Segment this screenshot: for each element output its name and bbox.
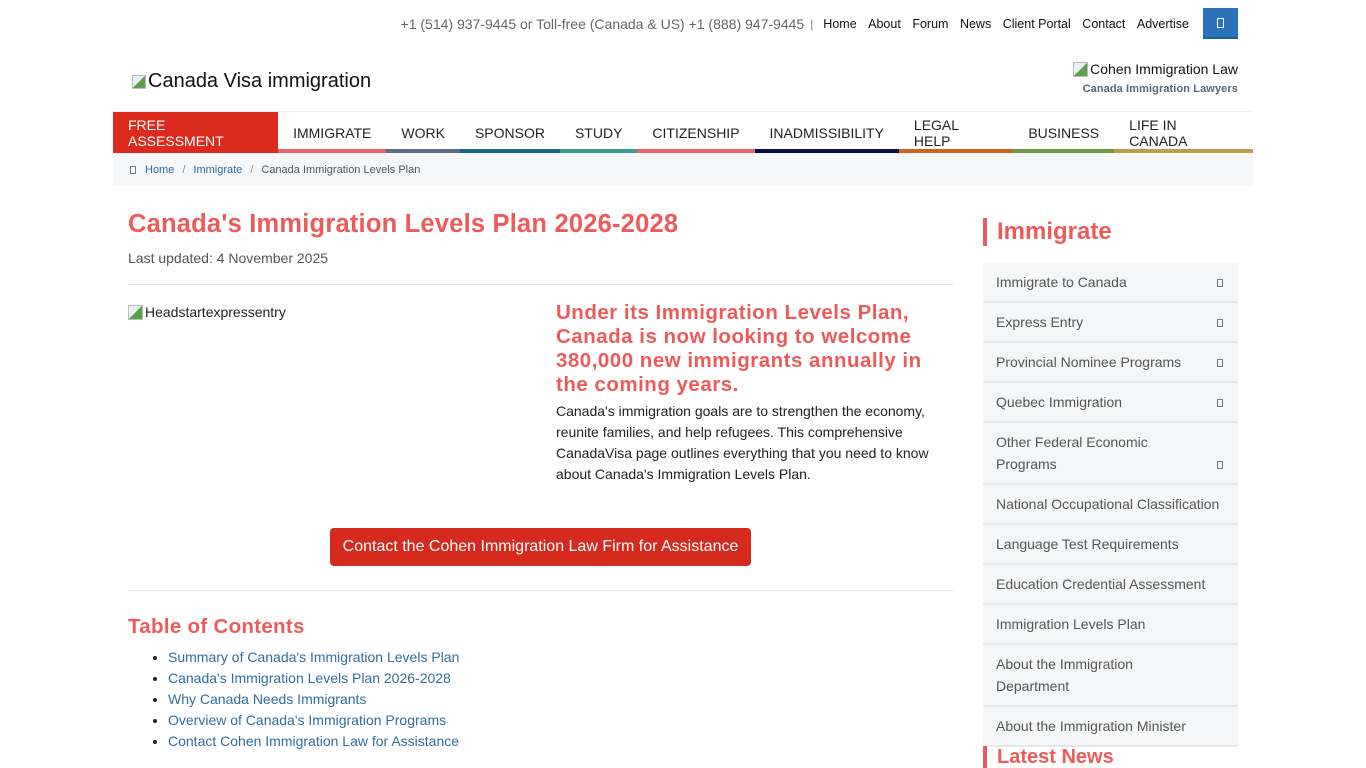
broken-image-icon bbox=[1073, 62, 1088, 77]
toc-item bbox=[168, 689, 459, 710]
broken-image-icon bbox=[128, 305, 143, 320]
top-utility-bar bbox=[113, 8, 1238, 39]
site-logo-alt-text: Canada Visa immigration bbox=[148, 70, 372, 92]
sidebar-menu bbox=[983, 263, 1238, 747]
sidebar-item-label: Other Federal Economic Programs bbox=[996, 434, 1148, 472]
top-links bbox=[823, 17, 1203, 31]
hero-image bbox=[128, 304, 286, 320]
nav-label: SPONSOR bbox=[474, 124, 545, 141]
nav-work[interactable] bbox=[386, 112, 460, 153]
sidebar-item-pnp[interactable] bbox=[983, 343, 1238, 383]
lead-heading: Under its Immigration Levels Plan, Canada is now looking to welcome 380,000 new immigrants annually in the coming years. bbox=[556, 301, 922, 396]
toc-item bbox=[168, 710, 459, 731]
sidebar-item-minister[interactable] bbox=[983, 707, 1238, 747]
nav-label: CITIZENSHIP bbox=[652, 124, 740, 141]
sidebar-item-label: Quebec Immigration bbox=[996, 394, 1123, 410]
nav-label: FREE ASSESSMENT bbox=[128, 116, 224, 149]
toplink-news[interactable]: News bbox=[959, 16, 992, 31]
sidebar-item-label: Language Test Requirements bbox=[996, 536, 1179, 552]
sidebar-item-language-test[interactable] bbox=[983, 525, 1238, 565]
table-of-contents bbox=[168, 647, 459, 752]
hero-text bbox=[556, 301, 956, 485]
sidebar-item-immigrate-to-canada[interactable] bbox=[983, 263, 1238, 303]
nav-sponsor[interactable] bbox=[460, 112, 560, 153]
toplink-contact[interactable]: Contact bbox=[1082, 16, 1126, 31]
sidebar-item-express-entry[interactable] bbox=[983, 303, 1238, 343]
sidebar-item-label: Education Credential Assessment bbox=[996, 576, 1206, 592]
sidebar-item-label: About the Immigration Minister bbox=[996, 718, 1186, 734]
nav-label: LIFE IN CANADA bbox=[1129, 116, 1188, 149]
sidebar-item-label: Provincial Nominee Programs bbox=[996, 354, 1182, 370]
sidebar-item-label: Express Entry bbox=[996, 314, 1084, 330]
sidebar-item-label: Immigrate to Canada bbox=[996, 274, 1127, 290]
nav-label: WORK bbox=[401, 124, 445, 141]
expand-icon[interactable] bbox=[1217, 359, 1223, 367]
nav-life-in-canada[interactable] bbox=[1114, 112, 1253, 153]
toc-item bbox=[168, 731, 459, 752]
phone-numbers: +1 (514) 937-9445 or Toll-free (Canada & US) +1 (888) 947-9445 bbox=[400, 15, 805, 32]
sidebar-item-noc[interactable] bbox=[983, 485, 1238, 525]
contact-firm-button[interactable]: Contact the Cohen Immigration Law Firm for Assistance bbox=[330, 528, 751, 566]
broken-image-icon bbox=[132, 75, 146, 89]
toc-link-programs-overview[interactable]: Overview of Canada's Immigration Programs bbox=[168, 712, 447, 728]
breadcrumb-separator: / bbox=[182, 163, 186, 176]
breadcrumb-current: Canada Immigration Levels Plan bbox=[261, 163, 421, 176]
breadcrumb bbox=[113, 153, 1253, 186]
topbar-separator: | bbox=[810, 16, 814, 31]
site-logo[interactable] bbox=[132, 70, 371, 93]
expand-icon[interactable] bbox=[1217, 319, 1223, 327]
toplink-forum[interactable]: Forum bbox=[912, 16, 949, 31]
nav-label: IMMIGRATE bbox=[293, 124, 372, 141]
toplink-about[interactable]: About bbox=[868, 16, 901, 31]
latest-news-title: Latest News bbox=[983, 746, 1114, 768]
partner-tagline: Canada Immigration Lawyers bbox=[1082, 83, 1238, 95]
sidebar-item-label: About the Immigration Department bbox=[996, 656, 1133, 694]
toc-item bbox=[168, 668, 459, 689]
sidebar-item-label: National Occupational Classification bbox=[996, 496, 1220, 512]
toplink-home[interactable]: Home bbox=[823, 16, 857, 31]
expand-icon[interactable] bbox=[1217, 399, 1223, 407]
nav-study[interactable] bbox=[560, 112, 637, 153]
nav-label: STUDY bbox=[574, 124, 623, 141]
divider bbox=[128, 284, 953, 285]
divider bbox=[128, 590, 953, 591]
main-navigation bbox=[113, 111, 1253, 153]
nav-citizenship[interactable] bbox=[637, 112, 754, 153]
breadcrumb-home[interactable]: Home bbox=[145, 163, 175, 176]
toc-link-why-immigrants[interactable]: Why Canada Needs Immigrants bbox=[168, 691, 367, 707]
nav-label: LEGAL HELP bbox=[913, 116, 959, 149]
sidebar-item-other-federal[interactable] bbox=[983, 423, 1238, 485]
nav-label: INADMISSIBILITY bbox=[769, 124, 884, 141]
nav-inadmissibility[interactable] bbox=[755, 112, 899, 153]
sidebar-item-quebec[interactable] bbox=[983, 383, 1238, 423]
expand-icon[interactable] bbox=[1217, 279, 1223, 287]
toplink-client-portal[interactable]: Client Portal bbox=[1002, 16, 1071, 31]
nav-immigrate[interactable] bbox=[278, 112, 386, 153]
sidebar-title: Immigrate bbox=[983, 218, 1112, 246]
breadcrumb-immigrate[interactable]: Immigrate bbox=[193, 163, 243, 176]
page-title: Canada's Immigration Levels Plan 2026-2028 bbox=[128, 210, 679, 238]
nav-free-assessment[interactable] bbox=[113, 112, 278, 153]
toc-link-levels-plan[interactable]: Canada's Immigration Levels Plan 2026-2028 bbox=[168, 670, 451, 686]
mobile-menu-button[interactable] bbox=[1203, 8, 1238, 39]
nav-label: BUSINESS bbox=[1028, 124, 1100, 141]
sidebar-item-eca[interactable] bbox=[983, 565, 1238, 605]
expand-icon[interactable] bbox=[1217, 461, 1223, 469]
toplink-advertise[interactable]: Advertise bbox=[1136, 16, 1189, 31]
partner-logo-block bbox=[1073, 61, 1238, 95]
last-updated: Last updated: 4 November 2025 bbox=[128, 250, 329, 266]
partner-logo-alt-text: Cohen Immigration Law bbox=[1090, 61, 1238, 77]
partner-logo[interactable] bbox=[1073, 61, 1238, 77]
mobile-icon bbox=[1217, 18, 1224, 28]
sidebar-item-label: Immigration Levels Plan bbox=[996, 616, 1146, 632]
nav-legal-help[interactable] bbox=[899, 112, 1013, 153]
breadcrumb-separator: / bbox=[250, 163, 254, 176]
toc-link-contact[interactable]: Contact Cohen Immigration Law for Assistance bbox=[168, 733, 460, 749]
toc-item bbox=[168, 647, 459, 668]
home-icon bbox=[130, 166, 136, 174]
sidebar-item-department[interactable] bbox=[983, 645, 1238, 707]
hero-image-alt-text: Headstartexpressentry bbox=[145, 304, 286, 320]
intro-paragraph: Canada's immigration goals are to strengthen the economy, reunite families, and help refugees. This comprehensive CanadaVisa page outlines everything that you need to know about Canada's Immigration Levels Plan. bbox=[556, 403, 929, 482]
sidebar-item-levels-plan[interactable] bbox=[983, 605, 1238, 645]
toc-link-summary[interactable]: Summary of Canada's Immigration Levels Plan bbox=[168, 649, 460, 665]
toc-title: Table of Contents bbox=[128, 615, 305, 638]
nav-business[interactable] bbox=[1013, 112, 1114, 153]
